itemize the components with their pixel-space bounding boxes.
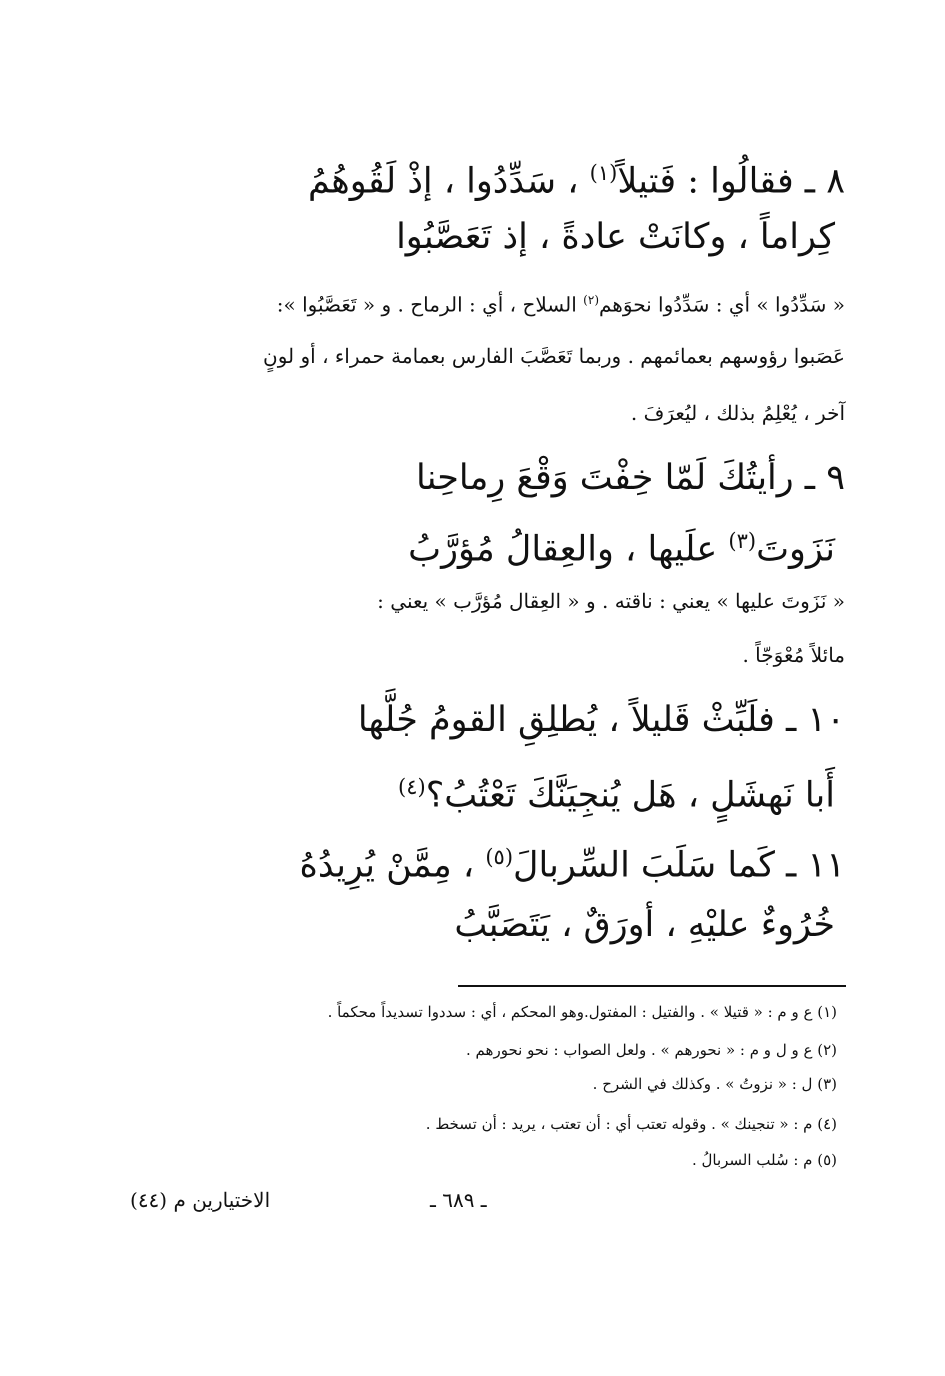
verse-9-second: نَزَوتَ$^{(٣)}$ علَيها ، والعِقالُ مُؤرَّبُ [408,529,835,570]
verse-11-second: خُرُوءٌ عليْهِ ، أورَقٌ ، يَتَصَبَّبُ [454,905,835,945]
footnote-5: (٥) م : سُلب السربالُ . [691,1151,837,1169]
page-number: ـ ٦٨٩ ـ [430,1188,487,1212]
footnote-divider [458,985,846,987]
commentary-9-line-2: مائلاً مُعْوَجّاً . [742,643,845,667]
commentary-8-line-3: آخر ، يُعْلِمُ بذلك ، ليُعرَفَ . [630,401,845,425]
footnote-1: (١) ع و م : « قتيلا » . والفتيل : المفتول.وهو المحكم ، أي : سددوا تسديداً محكماً . [327,1003,837,1021]
footnote-ref-5: (٥) [485,845,514,869]
verse-8-first: ٨ ـ فقالُوا : فَتيلاً$^{(١)}$ ، سَدِّدُوا ، إذْ لَقُوهُمُ [308,161,845,202]
commentary-8-line-2: عَصَبوا رؤوسهم بعمائمهم . وربما تَعَصَّبَ الفارس بعمامة حمراء ، أو لونٍ [263,344,845,368]
verse-11-first: ١١ ـ كَما سَلَبَ السِّربالَ$^{(٥)}$ ، مِمَّنْ يُرِيدُهُ [299,845,845,886]
footnote-2: (٢) ع و ل و م : « نحورهم » . ولعل الصواب : نحو نحورهم . [466,1041,837,1059]
verse-10-second: أَبا نَهشَلٍ ، هَل يُنجِيَنَّكَ تَعْتُبُ؟$^{(٤)}$ [398,775,835,816]
footnote-ref-2: (٢) [583,293,599,307]
footnote-ref-3: (٣) [728,529,757,553]
verse-10-first: ١٠ ـ فلَبِّثْ قَليلاً ، يُطلِقِ القومُ جُلَّها [357,700,845,740]
verse-9-first: ٩ ـ رأيتُكَ لَمّا خِفْتَ وَقْعَ رِماحِنا [416,458,845,498]
commentary-8-line-1: « سَدِّدُوا » أي : سَدِّدُوا نحوَهم$^{(٢)}$ السلاح ، أي : الرماح . و « تَعَصَّبُوا »: [276,292,845,317]
verse-8-second: كِراماً ، وكانَتْ عادةً ، إذ تَعَصَّبُوا [396,217,835,257]
signature-mark: الاختيارين م (٤٤) [130,1188,271,1212]
footnote-4: (٤) م : « تنجينك » . وقوله تعتب أي : أن تعتب ، يريد : أن تسخط . [425,1115,837,1133]
footnote-ref-1: (١) [589,161,618,185]
footnote-3: (٣) ل : « نزوتُ » . وكذلك في الشرح . [592,1075,837,1093]
footnote-ref-4: (٤) [398,775,426,799]
commentary-9-line-1: « نَزَوتَ عليها » يعني : ناقته . و « العِقال مُؤرَّب » يعني : [377,589,845,613]
